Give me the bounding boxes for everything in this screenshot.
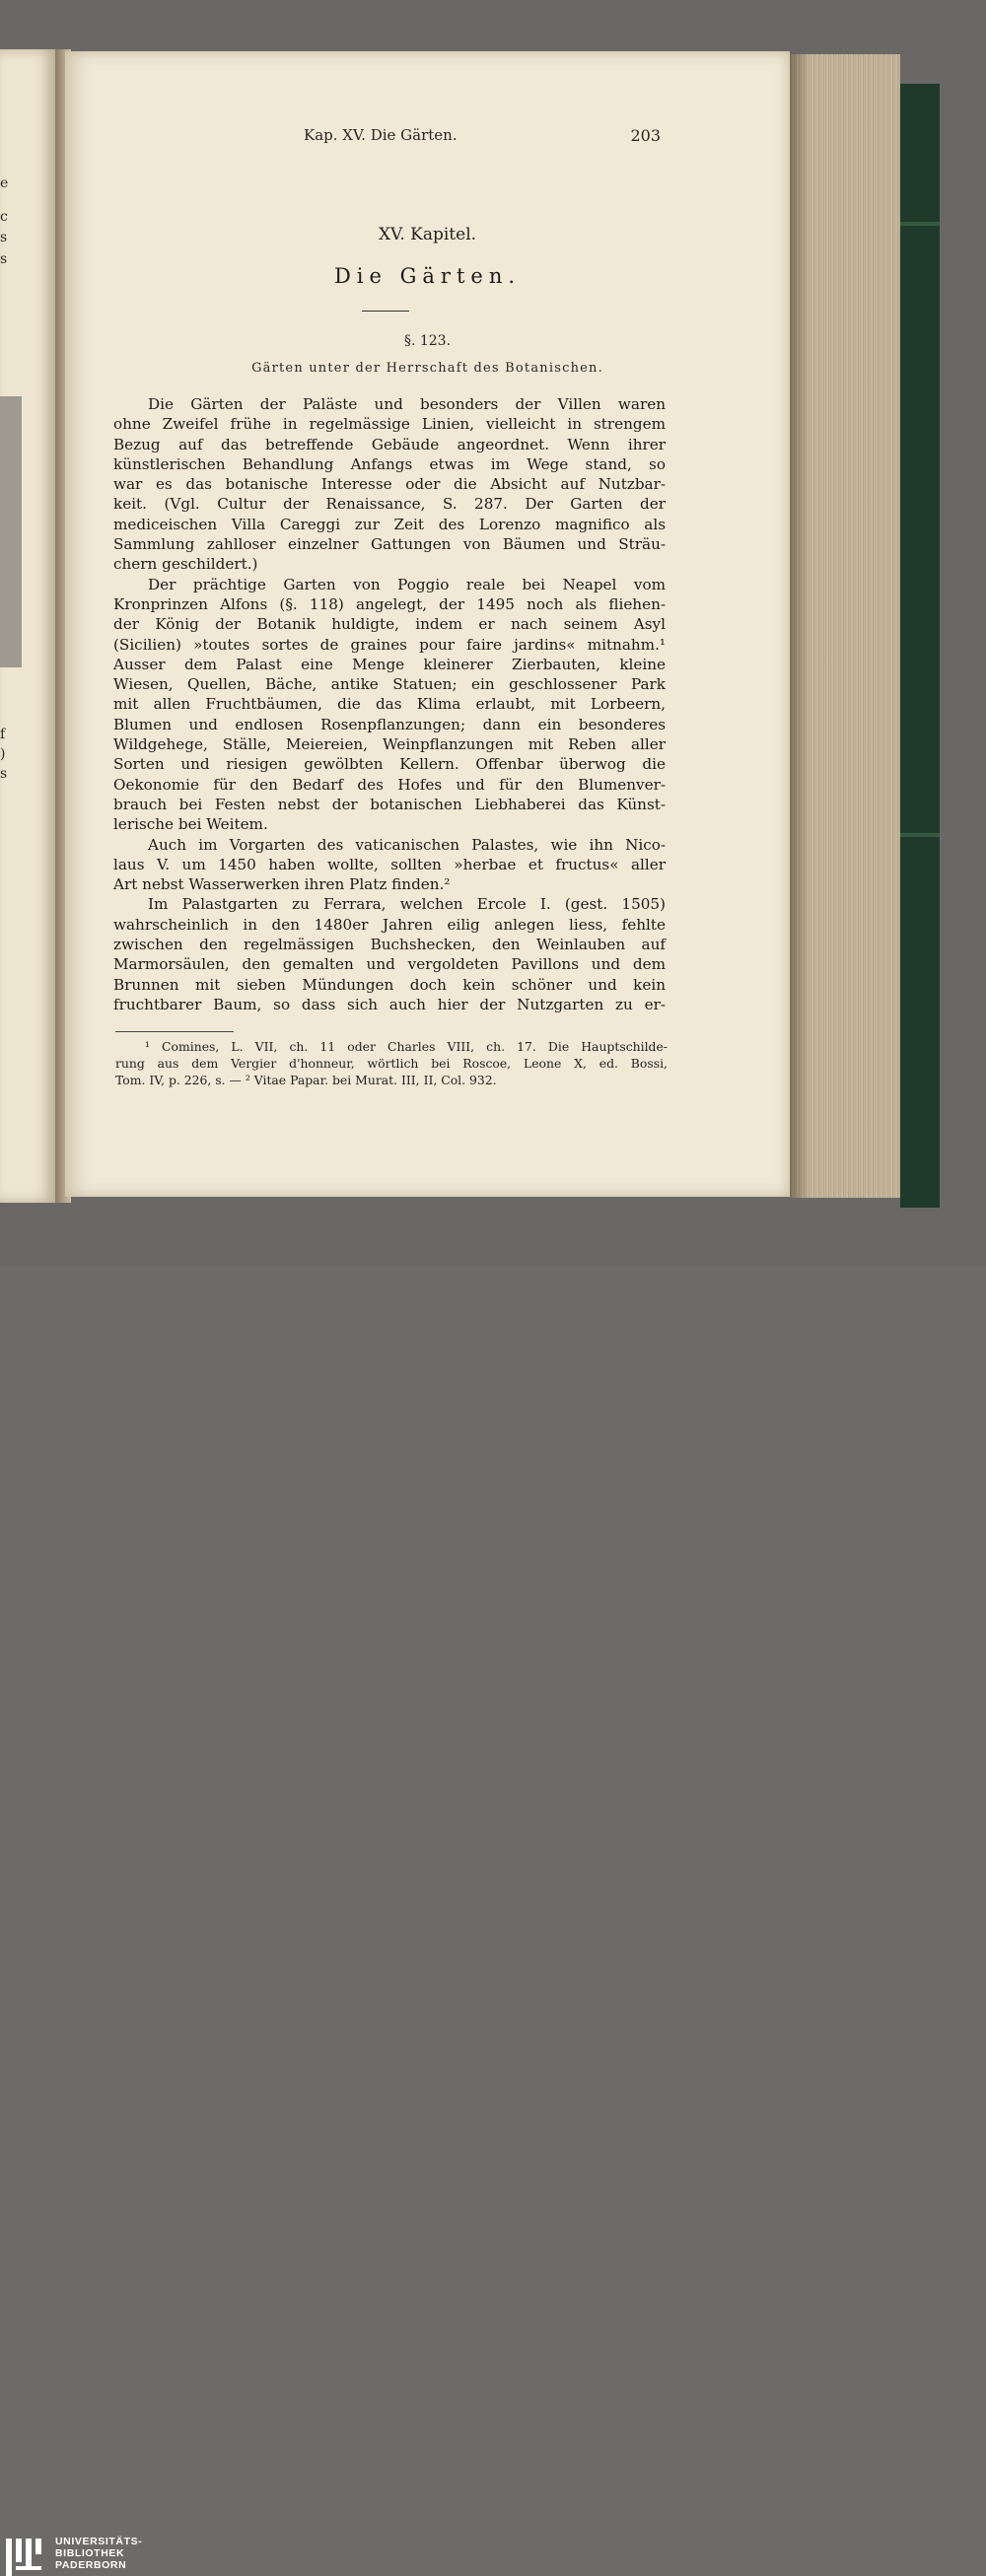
body-line: Kronprinzen Alfons (§. 118) angelegt, der 1495 noch als fliehen-	[113, 594, 666, 613]
body-line: Marmorsäulen, den gemalten und vergoldeten Pavillons und dem	[113, 955, 666, 974]
library-logo-icon	[6, 2539, 43, 2576]
body-line: war es das botanische Interesse oder die Absicht auf Nutzbar-	[113, 475, 666, 494]
body-line: wahrscheinlich in den 1480er Jahren eilig anlegen liess, fehlte	[113, 915, 666, 934]
body-line: Im Palastgarten zu Ferrara, welchen Ercole I. (gest. 1505)	[148, 895, 666, 914]
body-line: Sammlung zahlloser einzelner Gattungen von Bäumen und Sträu-	[113, 535, 666, 554]
book-scan	[0, 0, 986, 1266]
body-line: keit. (Vgl. Cultur der Renaissance, S. 287. Der Garten der	[113, 495, 666, 514]
left-page-plate	[0, 396, 22, 667]
body-line: ohne Zweifel frühe in regelmässige Linien, vielleicht in strengem	[113, 415, 666, 434]
left-page-fragment: s	[0, 251, 8, 267]
cover-band	[900, 833, 940, 837]
body-line: Blumen und endlosen Rosenpflanzungen; dann ein besonderes	[113, 715, 666, 733]
left-page-fragment: s	[0, 766, 8, 782]
footnote-line: rung aus dem Vergier d'honneur, wörtlich bei Roscoe, Leone X, ed. Bossi,	[115, 1056, 668, 1071]
body-line: Die Gärten der Paläste und besonders der Villen waren	[148, 395, 666, 413]
library-logo-text	[55, 2536, 142, 2571]
body-line: Sorten und riesigen gewölbten Kellern. Offenbar überwog die	[113, 755, 666, 774]
body-line: Wildgehege, Ställe, Meiereien, Weinpflanzungen mit Reben aller	[113, 735, 666, 754]
footnote-line: Tom. IV, p. 226, s. — ² Vitae Papar. bei Murat. III, II, Col. 932.	[115, 1073, 497, 1087]
body-line: Brunnen mit sieben Mündungen doch kein schöner und kein	[113, 975, 666, 994]
body-line: zwischen den regelmässigen Buchshecken, den Weinlauben auf	[113, 936, 666, 954]
page-edges-shadow	[790, 54, 810, 1198]
library-logo-line: BIBLIOTHEK	[55, 2547, 125, 2559]
library-logo-line: UNIVERSITÄTS-	[55, 2536, 143, 2547]
body-text	[113, 394, 666, 1014]
body-line: Bezug auf das betreffende Gebäude angeordnet. Wenn ihrer	[113, 435, 666, 453]
body-line: Auch im Vorgarten des vaticanischen Palastes, wie ihn Nico-	[148, 835, 666, 854]
page-number: 203	[630, 126, 661, 145]
body-line: Ausser dem Palast eine Menge kleinerer Zierbauten, kleine	[113, 655, 666, 673]
body-line: fruchtbarer Baum, so dass sich auch hier der Nutzgarten zu er-	[113, 995, 666, 1013]
body-line: laus V. um 1450 haben wollte, sollten »herbae et fructus« aller	[113, 855, 666, 873]
left-page-fragment: e	[0, 175, 9, 191]
title-rule	[362, 311, 409, 312]
library-logo-line: PADERBORN	[55, 2559, 127, 2571]
left-page-fragment: c	[0, 209, 8, 225]
body-line: künstlerischen Behandlung Anfangs etwas im Wege stand, so	[113, 454, 666, 473]
body-line: lerische bei Weitem.	[113, 815, 268, 834]
left-page-fragment: )	[0, 746, 6, 762]
chapter-label: XV. Kapitel.	[378, 225, 477, 244]
body-line: mediceischen Villa Careggi zur Zeit des Lorenzo magnifico als	[113, 515, 666, 533]
footnote-line: ¹ Comines, L. VII, ch. 11 oder Charles VIII, ch. 17. Die Hauptschilde-	[145, 1039, 668, 1054]
body-line: Oekonomie für den Bedarf des Hofes und für den Blumenver-	[113, 775, 666, 794]
chapter-title: Die Gärten.	[333, 264, 522, 288]
left-page-fragment: f	[0, 727, 6, 742]
body-line: Wiesen, Quellen, Bäche, antike Statuen; ein geschlossener Park	[113, 675, 666, 694]
body-line: brauch bei Festen nebst der botanischen Liebhaberei das Künst-	[113, 795, 666, 813]
section-title: Gärten unter der Herrschaft des Botanischen.	[251, 361, 603, 376]
book-cover	[900, 84, 940, 1208]
body-line: chern geschildert.)	[113, 555, 258, 574]
footnotes	[115, 1038, 668, 1088]
left-page-fragment: s	[0, 230, 8, 245]
section-number: §. 123.	[403, 333, 452, 349]
body-line: Art nebst Wasserwerken ihren Platz finden.²	[113, 875, 451, 894]
body-line: mit allen Fruchtbäumen, die das Klima erlaubt, mit Lorbeern,	[113, 695, 666, 714]
cover-band	[900, 222, 940, 226]
body-line: der König der Botanik huldigte, indem er nach seinem Asyl	[113, 615, 666, 634]
viewer-footer	[0, 1266, 986, 2571]
footnote-rule	[115, 1031, 234, 1032]
body-line: Der prächtige Garten von Poggio reale bei Neapel vom	[148, 575, 666, 593]
running-head-title: Kap. XV. Die Gärten.	[304, 126, 458, 144]
body-line: (Sicilien) »toutes sortes de graines pour faire jardins« mitnahm.¹	[113, 635, 666, 654]
